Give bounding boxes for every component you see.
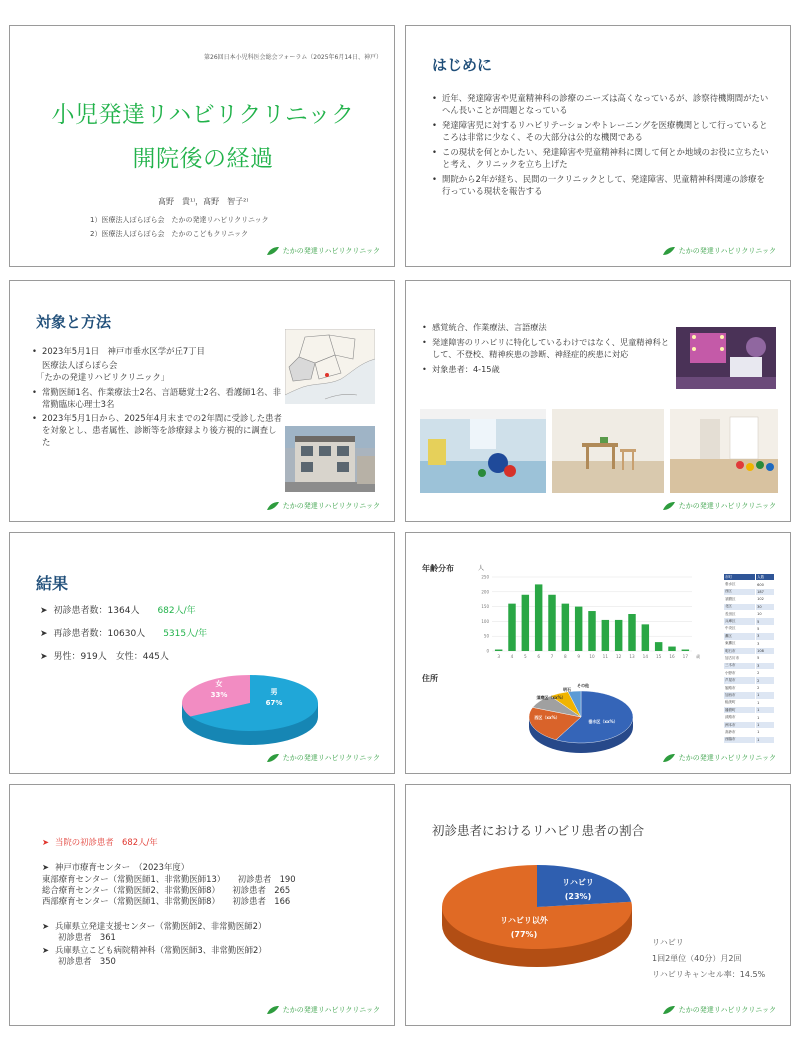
west-center-line: 西部療育センター（常勤医師1、非常勤医師8） 初診患者 166 — [42, 896, 291, 906]
bullet-item: • 発達障害のリハビリに特化しているわけではなく、児童精神科として、不登校、精神疾患の診断、神経症的疾患に対応 — [422, 336, 677, 360]
slide-services[interactable] — [405, 280, 791, 522]
bar-age-16 — [668, 647, 675, 651]
bar-age-7 — [548, 595, 555, 651]
pie-label: 須磨区（xx%） — [536, 695, 566, 700]
x-tick-label: 13 — [629, 654, 635, 659]
table-cell: 1 — [756, 692, 775, 699]
table-cell: 洲本市 — [724, 721, 756, 728]
slide-results[interactable] — [9, 532, 395, 774]
y-tick-label: 200 — [481, 589, 489, 595]
table-cell: 187 — [756, 588, 775, 595]
logo-text: たかの発達リハビリクリニック — [678, 1006, 776, 1014]
pie-label: その他 — [577, 683, 589, 688]
logo-text: たかの発達リハビリクリニック — [678, 754, 776, 762]
leaf-icon — [266, 753, 280, 763]
municipality-table — [723, 573, 775, 744]
first-visit-count: 初診患者数：1364人 — [53, 606, 140, 616]
leaf-icon — [266, 501, 280, 511]
clinic-logo — [266, 246, 380, 256]
table-header — [724, 574, 775, 581]
non-rehab-label: リハビリ以外 — [500, 916, 548, 925]
pie-label: 明石 — [563, 687, 571, 692]
bar-age-12 — [615, 620, 622, 651]
x-tick-label: 14 — [642, 654, 649, 659]
x-tick-label: 9 — [577, 654, 581, 659]
x-axis-label: 歳 — [696, 654, 701, 659]
table-cell: 加西市 — [724, 692, 756, 699]
table-cell: 明石市 — [724, 647, 756, 654]
clinic-logo — [266, 1005, 380, 1015]
methods-bullets — [32, 345, 282, 450]
hyogo-dev-center-count: 初診患者 361 — [58, 932, 116, 942]
table-cell: 3 — [756, 662, 775, 669]
slide-rehab-ratio[interactable] — [405, 784, 791, 1026]
x-tick-label: 17 — [682, 654, 689, 659]
x-tick-label: 12 — [615, 654, 622, 659]
bar-age-4 — [508, 604, 515, 651]
table-row — [724, 640, 775, 647]
bar-age-11 — [602, 620, 609, 651]
x-tick-label: 10 — [589, 654, 595, 659]
table-row — [724, 707, 775, 714]
non-rehab-percent: (77%) — [510, 930, 538, 939]
bar-age-10 — [588, 611, 595, 651]
slide-heading: はじめに — [432, 56, 493, 74]
table-row — [724, 647, 775, 654]
logo-text: たかの発達リハビリクリニック — [282, 502, 380, 510]
revisit-rate: 5315人/年 — [163, 629, 208, 639]
table-cell: 2 — [756, 684, 775, 691]
table-cell: 1 — [756, 729, 775, 736]
title-line-2: 開院後の経過 — [132, 146, 274, 172]
bullet-item: • 対象患者：4-15歳 — [422, 363, 677, 375]
table-cell: 5 — [756, 655, 775, 662]
table-row — [724, 729, 775, 736]
x-tick-label: 11 — [602, 654, 609, 659]
table-row — [724, 662, 775, 669]
x-tick-label: 15 — [655, 654, 662, 659]
table-cell: 淡路市 — [724, 714, 756, 721]
bar-age-14 — [642, 624, 649, 651]
table-cell: 稲美町 — [724, 699, 756, 706]
table-cell: 102 — [756, 596, 775, 603]
logo-text: たかの発達リハビリクリニック — [282, 754, 380, 762]
table-cell: 三木市 — [724, 662, 756, 669]
pie-label: 西区（xx%） — [534, 715, 560, 720]
childrens-hospital-line — [42, 945, 267, 956]
y-tick-label: 50 — [483, 633, 489, 639]
logo-text: たかの発達リハビリクリニック — [282, 247, 380, 255]
leaf-icon — [662, 501, 676, 511]
address-chart-title: 住所 — [422, 674, 438, 683]
rehab-note-cancel-rate: リハビリキャンセル率：14.5% — [652, 970, 766, 979]
bullet-item: • 常勤医師1名、作業療法士2名、言語聴覚士2名、看護師1名、非常勤臨床心理士3名 — [32, 386, 282, 410]
table-cell: 中央区 — [724, 625, 756, 632]
table-row — [724, 692, 775, 699]
services-bullets — [422, 321, 677, 378]
table-row — [724, 625, 775, 632]
bullet-item: • 感覚統合、作業療法、言語療法 — [422, 321, 677, 333]
table-row — [724, 721, 775, 728]
desk-room-photo — [552, 409, 664, 493]
own-clinic-count: 当院の初診患者 682人/年 — [55, 837, 158, 847]
table-cell: 2 — [756, 677, 775, 684]
arrow-icon: ➤ — [40, 652, 48, 662]
rehab-note-title: リハビリ — [652, 938, 684, 947]
table-cell: 北区 — [724, 603, 756, 610]
table-cell: 垂水区 — [724, 581, 756, 588]
gender-counts: 男性：919人 女性：445人 — [53, 652, 169, 662]
bar-age-9 — [575, 607, 582, 651]
bullet-item: • この現状を何とかしたい、発達障害や児童精神科に関して何とか地域のお役に立ちたいと考え、クリニックを立ち上げた — [432, 146, 772, 170]
bar-age-8 — [562, 604, 569, 651]
slide-comparison[interactable] — [9, 784, 395, 1026]
revisit-count: 再診患者数：10630人 — [53, 629, 146, 639]
table-cell: 1 — [756, 714, 775, 721]
table-cell: 1 — [756, 699, 775, 706]
gender-line — [40, 649, 169, 662]
table-row — [724, 677, 775, 684]
childrens-hospital-name: 兵庫県立こども病院精神科（常勤医師3、非常勤医師2） — [55, 945, 267, 955]
clinic-building-photo — [285, 426, 375, 492]
bar-age-13 — [628, 614, 635, 651]
table-cell: 3 — [756, 633, 775, 640]
x-tick-label: 6 — [537, 654, 541, 659]
bar-age-3 — [495, 650, 502, 651]
table-cell: 芦屋市 — [724, 677, 756, 684]
table-cell: 3 — [756, 640, 775, 647]
male-label: 男 — [270, 688, 278, 696]
table-cell: 2 — [756, 670, 775, 677]
table-cell: 1 — [756, 707, 775, 714]
table-header-cell: 人数 — [756, 574, 775, 581]
y-tick-label: 0 — [486, 648, 489, 654]
table-cell: 1 — [756, 721, 775, 728]
therapy-room-photo — [420, 409, 546, 493]
clinic-logo — [662, 1005, 776, 1015]
clinic-logo — [266, 753, 380, 763]
table-cell: 長田区 — [724, 610, 756, 617]
slide-heading: 結果 — [36, 574, 69, 593]
age-chart-title: 年齢分布 — [422, 564, 454, 573]
clinic-logo — [266, 501, 380, 511]
table-row — [724, 699, 775, 706]
logo-text: たかの発達リハビリクリニック — [678, 502, 776, 510]
bullet-item: • 発達障害児に対するリハビリテーションやトレーニングを医療機関として行っているところは非常に少なく、その大部分は公的な機関である — [432, 119, 772, 143]
x-tick-label: 16 — [669, 654, 675, 659]
arrow-icon: ➤ — [42, 945, 50, 955]
y-tick-label: 150 — [481, 604, 489, 610]
x-tick-label: 4 — [510, 654, 514, 659]
table-row — [724, 736, 775, 743]
clinic-name: 「たかの発達リハビリクリニック」 — [36, 372, 170, 382]
table-cell: 東灘区 — [724, 640, 756, 647]
slide-title[interactable] — [9, 25, 395, 267]
slide-heading: 初診患者におけるリハビリ患者の割合 — [432, 823, 645, 838]
table-row — [724, 588, 775, 595]
table-cell: 600 — [756, 581, 775, 588]
male-percent: 67% — [265, 699, 283, 707]
clinic-logo — [662, 246, 776, 256]
clinic-logo — [662, 501, 776, 511]
authors: 髙野 貴¹⁾，髙野 智子²⁾ — [158, 197, 249, 206]
kobe-centers-heading: 神戸市療育センター （2023年度） — [55, 862, 190, 872]
slide-heading: 対象と方法 — [36, 313, 112, 331]
table-cell: 西脇市 — [724, 736, 756, 743]
first-visit-rate: 682人/年 — [157, 606, 196, 616]
x-tick-label: 5 — [523, 654, 527, 659]
arrow-icon: ➤ — [40, 629, 48, 639]
y-tick-label: 250 — [481, 574, 489, 580]
arrow-icon: ➤ — [42, 862, 50, 872]
arrow-icon: ➤ — [42, 921, 50, 931]
table-cell: 30 — [756, 603, 775, 610]
table-row — [724, 603, 775, 610]
sensory-room-photo — [676, 327, 776, 389]
leaf-icon — [662, 753, 676, 763]
affiliation-2: 2）医療法人ぽらぽら会 たかのこどもクリニック — [90, 230, 249, 238]
x-tick-label: 8 — [563, 654, 567, 659]
bullet-item: • 2023年5月1日 神戸市垂水区学が丘7丁目 — [32, 345, 282, 357]
table-row — [724, 714, 775, 721]
rehab-note-schedule: 1回2単位（40分）月2回 — [652, 954, 742, 963]
general-center-line: 総合療育センター（常勤医師2、非常勤医師8） 初診患者 265 — [42, 885, 291, 895]
forum-name: 第26回日本小児科医会総会フォーラム（2025年6月14日、神戸） — [204, 54, 382, 61]
leaf-icon — [266, 1005, 280, 1015]
female-label: 女 — [215, 680, 223, 688]
bar-age-5 — [522, 595, 529, 651]
revisit-line — [40, 626, 207, 639]
kobe-centers-line — [42, 862, 189, 873]
bullet-item: • 開院から2年が経ち、民間の一クリニックとして、発達障害、児童精神科関連の診療を行っている現状を報告する — [432, 173, 772, 197]
logo-text: たかの発達リハビリクリニック — [678, 247, 776, 255]
location-map — [285, 329, 375, 404]
table-cell: 108 — [756, 647, 775, 654]
table-row — [724, 670, 775, 677]
table-row — [724, 581, 775, 588]
rehab-percent: (23%) — [564, 892, 592, 901]
table-cell: 姫路市 — [724, 684, 756, 691]
table-cell: 10 — [756, 610, 775, 617]
own-clinic-line — [42, 837, 158, 848]
gender-pie-chart — [170, 661, 330, 751]
bar-age-17 — [682, 650, 689, 651]
bar-age-6 — [535, 584, 542, 651]
x-tick-label: 3 — [497, 654, 501, 659]
hyogo-dev-center-name: 兵庫県立発達支援センター（常勤医師2、非常勤医師2） — [55, 921, 267, 931]
corp-name: 医療法人ぽらぽら会 — [42, 360, 118, 370]
east-center-line: 東部療育センター（常勤医師1、非常勤医師13） 初診患者 190 — [42, 874, 296, 884]
hyogo-dev-center-line — [42, 921, 266, 932]
table-cell: 灘区 — [724, 633, 756, 640]
table-row — [724, 618, 775, 625]
rehab-label: リハビリ — [562, 878, 594, 887]
bar-age-15 — [655, 642, 662, 651]
affiliation-1: 1）医療法人ぽらぽら会 たかの発達リハビリクリニック — [90, 216, 269, 224]
pie-label: 垂水区（xx%） — [588, 719, 618, 724]
table-cell: 1 — [756, 736, 775, 743]
clinic-logo — [662, 753, 776, 763]
waiting-area-photo — [670, 409, 778, 493]
leaf-icon — [662, 246, 676, 256]
table-cell: 西区 — [724, 588, 756, 595]
childrens-hospital-count: 初診患者 350 — [58, 956, 116, 966]
table-row — [724, 655, 775, 662]
slide-age-address[interactable] — [405, 532, 791, 774]
first-visit-line — [40, 603, 196, 616]
table-cell: 高砂市 — [724, 729, 756, 736]
table-cell: 5 — [756, 625, 775, 632]
table-cell: 兵庫区 — [724, 618, 756, 625]
table-cell: 5 — [756, 618, 775, 625]
table-row — [724, 596, 775, 603]
table-cell: 須磨区 — [724, 596, 756, 603]
slide-methods[interactable] — [9, 280, 395, 522]
y-tick-label: 100 — [481, 618, 489, 624]
logo-text: たかの発達リハビリクリニック — [282, 1006, 380, 1014]
table-row — [724, 633, 775, 640]
table-cell: 小野市 — [724, 670, 756, 677]
table-cell: 加古川市 — [724, 655, 756, 662]
slide-introduction[interactable] — [405, 25, 791, 267]
table-header-cell: 市町 — [724, 574, 756, 581]
address-pie-chart — [506, 671, 656, 761]
rehab-pie-chart — [432, 847, 642, 977]
table-row — [724, 610, 775, 617]
female-percent: 33% — [210, 691, 228, 699]
x-tick-label: 7 — [550, 654, 554, 659]
leaf-icon — [266, 246, 280, 256]
bullet-item: • 近年、発達障害や児童精神科の診療のニーズは高くなっているが、診察待機期間がたいへん長いことが問題となっている — [432, 92, 772, 116]
bullet-item: • 2023年5月1日から、2025年4月末までの2年間に受診した患者を対象とし、患者属性、診断等を診療録より後方視的に調査した — [32, 412, 282, 448]
table-row — [724, 684, 775, 691]
title-line-1: 小児発達リハビリクリニック — [51, 102, 355, 128]
intro-bullets — [432, 92, 772, 200]
leaf-icon — [662, 1005, 676, 1015]
table-cell: 播磨町 — [724, 707, 756, 714]
age-chart-unit: 人 — [478, 565, 485, 572]
arrow-icon: ➤ — [42, 837, 50, 847]
age-bar-chart — [474, 573, 704, 665]
arrow-icon: ➤ — [40, 606, 48, 616]
